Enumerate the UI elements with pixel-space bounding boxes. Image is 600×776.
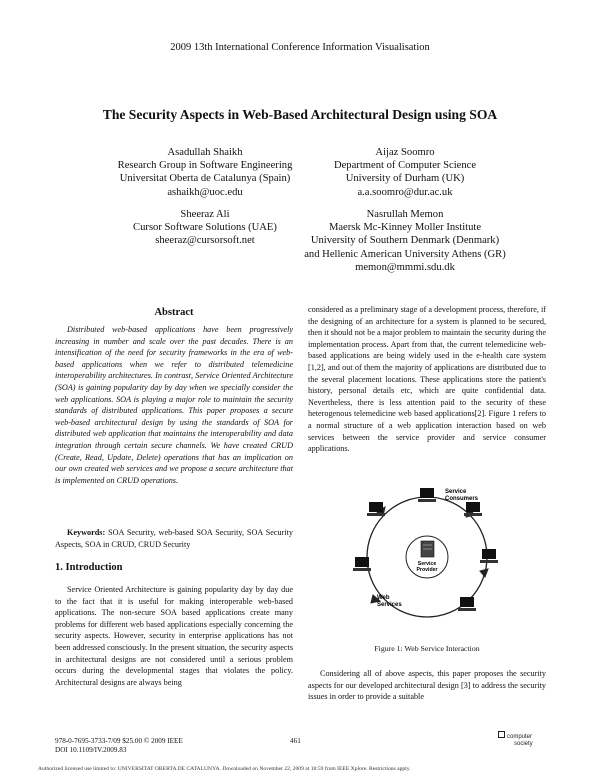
footer-isbn: 978-0-7695-3733-7/09 $25.00 © 2009 IEEE (55, 737, 183, 745)
body-paragraph: Considering all of above aspects, this paper proposes the security aspects for our developed architectural design [3] to address the security issues in order to provide a suitable (308, 669, 546, 702)
author-email: sheeraz@cursorsoft.net (155, 235, 255, 247)
keywords-text: SOA Security, web-based SOA Security, SOA Security Aspects, SOA in CRUD, CRUD Security (55, 528, 293, 549)
computer-icon (464, 502, 482, 516)
page-number: 461 (290, 737, 301, 745)
computer-icon (480, 549, 498, 563)
author-affiliation: Department of Computer Science (333, 160, 477, 172)
keywords-label: Keywords: (67, 528, 106, 537)
author-affiliation: Research Group in Software Engineering (117, 160, 293, 172)
author-block-2 (300, 146, 510, 199)
consumers-label-2: Consumers (445, 496, 479, 502)
right-column-text-2 (308, 668, 546, 703)
web-services-label-1: Web (377, 595, 390, 601)
author-block-1 (95, 146, 315, 199)
logo-text-2: society (514, 740, 533, 747)
web-services-label-2: Services (377, 602, 402, 608)
right-column-text (308, 304, 546, 455)
computer-icon (353, 557, 371, 571)
introduction-body (55, 584, 293, 688)
introduction-text: Service Oriented Architecture is gaining popularity day by day due to the fact that it is useful for making interoperable web-based applications. The non-secure SOA based applications create many problems for different web based applications especially concerning the security aspects. However, security in enterprise applications has not been addressed consciously. In the present situation, the security aspects in architectural designs are not considered until a serious problem occurs during the developmental stages that violates the policy. Architectural designs are always being (55, 585, 293, 687)
author-name: Nasrullah Memon (366, 209, 444, 220)
figure-web-service-interaction (325, 485, 530, 623)
author-name: Sheeraz Ali (180, 209, 230, 220)
logo-text-1: computer (507, 734, 533, 740)
computer-icon (367, 502, 385, 516)
computer-icon (458, 597, 476, 611)
computer-society-logo (498, 731, 548, 747)
figure-diagram (325, 485, 530, 623)
abstract-heading: Abstract (154, 307, 194, 318)
keywords (55, 527, 293, 550)
footer-doi: DOI 10.1109/IV.2009.83 (55, 746, 127, 754)
author-affiliation: Cursor Software Solutions (UAE) (133, 222, 277, 234)
abstract-body (55, 324, 293, 486)
author-affiliation: University of Southern Denmark (Denmark) (310, 235, 500, 247)
author-name: Aijaz Soomro (375, 147, 435, 158)
logo-icon (498, 731, 505, 738)
server-icon (421, 541, 434, 557)
paper-title: The Security Aspects in Web-Based Architectural Design using SOA (102, 107, 498, 122)
author-email: memon@mmmi.sdu.dk (355, 261, 455, 273)
authorized-use-note: Authorized licensed use limited to: UNIVERSITAT OBERTA DE CATALUNYA. Downloaded on November 22, 2009 at 18:59 from IEEE Xplore. Restrictions apply. (38, 766, 411, 772)
author-affiliation: Universitat Oberta de Catalunya (Spain) (119, 173, 291, 185)
author-block-4 (280, 208, 530, 274)
body-paragraph: considered as a preliminary stage of a development process, therefore, if the designing of an architecture for a system is planned to be secured, then it should not be a major problem to maintain the security during the implementation process. Apart from that, the current telemedicine web-based applications are being widely used in the e-health care system [1,2], and out of them the majority of applications are distributed due to the several placement locations. These applications store the patient's history, personal details etc, which are quite confidential data. Nevertheless, there is less attention paid to the security of these heterogenous telemedicine web based applications[2]. Figure 1 refers to a normal structure of a web application interaction based on web services between the service provider and service consumer applications. (308, 305, 546, 454)
author-email: a.a.soomro@dur.ac.uk (357, 186, 453, 198)
provider-label-1: Service (417, 561, 437, 567)
author-affiliation: University of Durham (UK) (345, 173, 465, 185)
provider-label-2: Provider (416, 567, 438, 573)
author-name: Asadullah Shaikh (167, 147, 243, 158)
author-affiliation: Maersk Mc-Kinney Moller Institute (328, 222, 482, 234)
author-affiliation: and Hellenic American University Athens (GR) (304, 248, 506, 260)
author-email: ashaikh@uoc.edu (167, 186, 243, 198)
section-heading-introduction: 1. Introduction (55, 562, 123, 573)
figure-caption: Figure 1: Web Service Interaction (374, 644, 480, 653)
computer-icon (418, 488, 436, 502)
consumers-label-1: Service (445, 489, 467, 495)
conference-header: 2009 13th International Conference Information Visualisation (170, 42, 430, 53)
abstract-text: Distributed web-based applications have been progressively increasing in number and scale over the past decades. There is an intensification of the need for security frameworks in the era of web-based applications when we refer to distributed telemedicine interoperability architectures. In contrast, Service Oriented Architecture (SOA) is gaining popularity day by day when we specially consider the web applications. SOA is playing a major role to maintain the security standards of distributed applications. This paper proposes a secure web-based architectural design by using the standards of SOA for distributed web application that maintains the interoperability and data integration through certain secure channels. We have created CRUD (Create, Read, Update, Delete) operations that has an implication on our own created web services and we propose a secure architecture that is implemented on CRUD operations. (55, 325, 293, 485)
